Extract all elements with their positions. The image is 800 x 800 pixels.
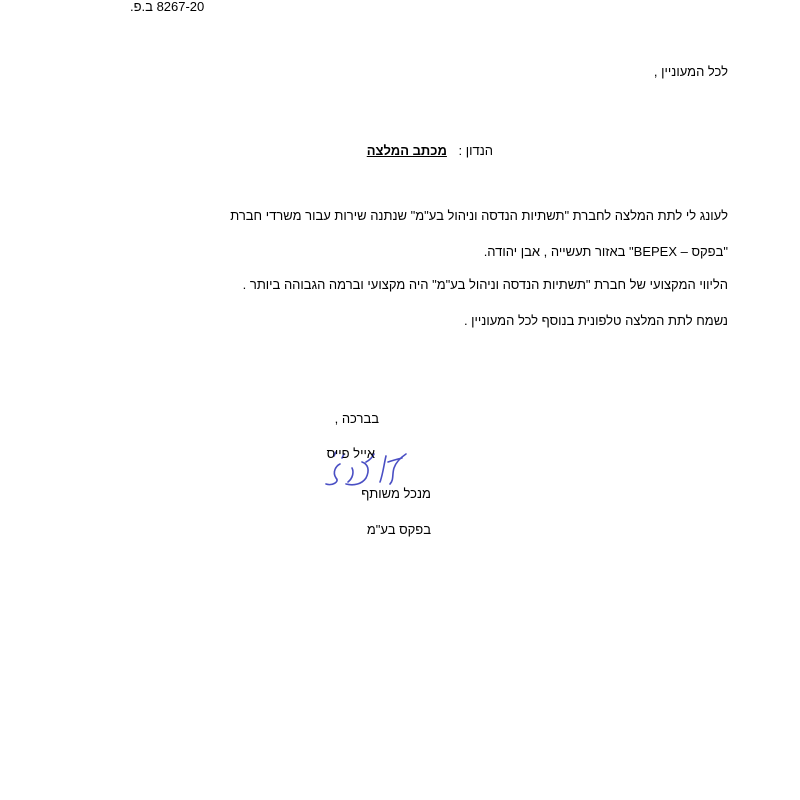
signer-name: אייל פייס — [326, 446, 375, 461]
body-paragraph-line: הליווי המקצועי של חברת "תשתיות הנדסה וניהול בע"מ" היה מקצועי וברמה הגבוהה ביותר . — [242, 277, 728, 292]
closing-line: בברכה , — [334, 411, 379, 426]
reference-number-value: 8267-20 — [156, 0, 205, 14]
recipient-line: לכל המעוניין , — [653, 64, 728, 79]
signer-title: מנכל משותף — [361, 486, 431, 501]
body-paragraph-line: נשמח לתת המלצה טלפונית בנוסף לכל המעוניין . — [463, 313, 728, 328]
subject-line — [367, 143, 493, 159]
company-name: בפקס בע"מ — [366, 522, 431, 537]
reference-number — [124, 0, 204, 15]
reference-label: ב.פ. — [130, 0, 153, 14]
subject-label: הנדון : — [458, 143, 493, 158]
body-paragraph-line: "בפקס – BEPEX" באזור תעשייה , אבן יהודה. — [483, 244, 728, 259]
subject-text: מכתב המלצה — [366, 143, 447, 158]
body-paragraph-line: לעונג לי לתת המלצה לחברת "תשתיות הנדסה וניהול בע"מ" שנתנה שירות עבור משרדי חברת — [230, 208, 728, 223]
